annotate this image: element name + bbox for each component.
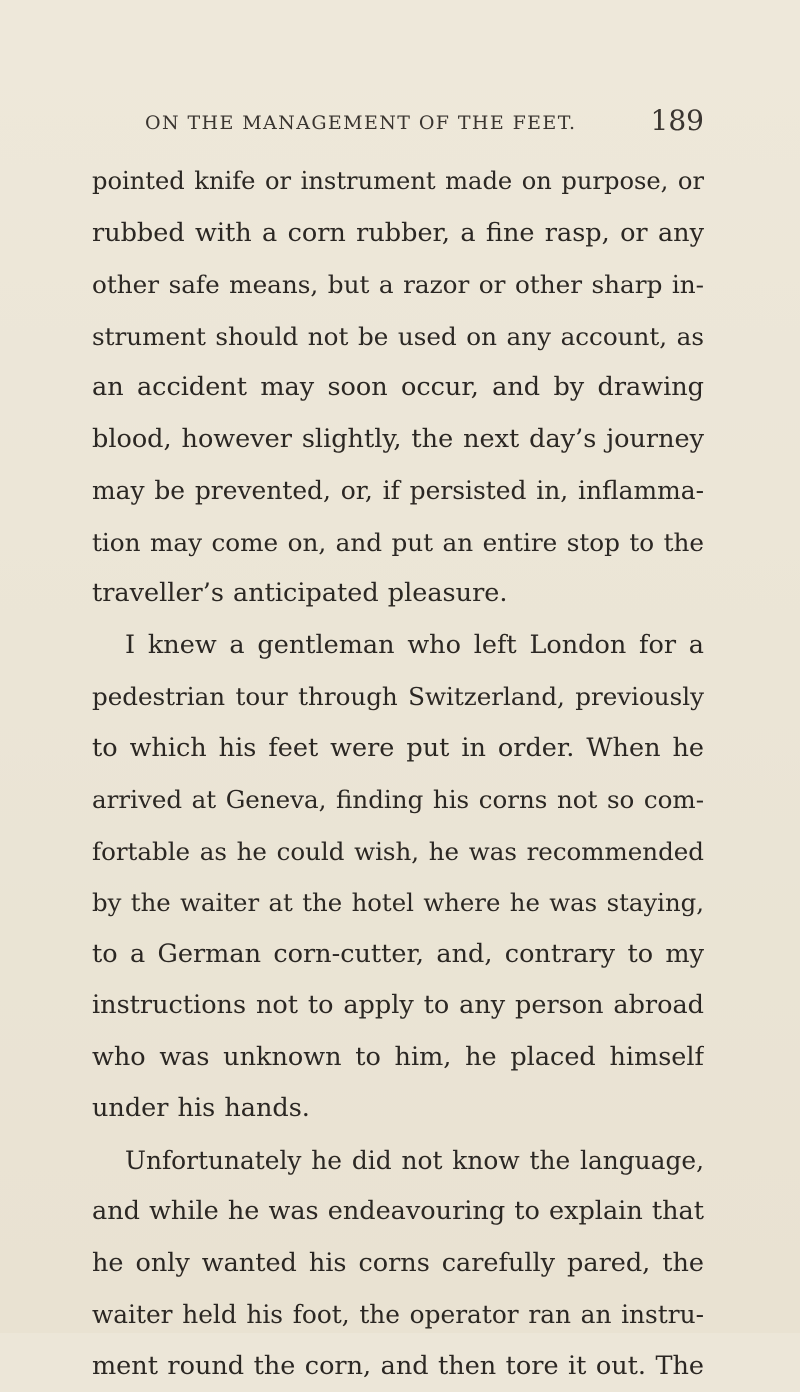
text-line: pointed knife or instrument made on purpose, or	[92, 156, 704, 208]
text-line: blood, however slightly, the next day’s journey	[92, 414, 704, 466]
running-head-title: ON THE MANAGEMENT OF THE FEET.	[145, 112, 576, 134]
text-line: I knew a gentleman who left London for a	[92, 620, 704, 672]
text-line: ment round the corn, and then tore it out. The	[92, 1341, 704, 1392]
text-line: strument should not be used on any account, as	[92, 311, 704, 363]
text-line: under his hands.	[92, 1083, 704, 1135]
text-line: fortable as he could wish, he was recommended	[92, 826, 704, 878]
text-line: he only wanted his corns carefully pared, the	[92, 1238, 704, 1290]
page-number: 189	[651, 104, 704, 137]
text-line: to a German corn-cutter, and, contrary to my	[92, 929, 704, 981]
text-line: may be prevented, or, if persisted in, inflamma-	[92, 465, 704, 517]
text-line: and while he was endeavouring to explain that	[92, 1186, 704, 1238]
text-line: traveller’s anticipated pleasure.	[92, 568, 704, 620]
text-line: tion may come on, and put an entire stop to the	[92, 517, 704, 569]
paragraph-3	[92, 1135, 704, 1392]
text-line: waiter held his foot, the operator ran an instru-	[92, 1289, 704, 1341]
body-text	[92, 156, 704, 1392]
paragraph-1	[92, 156, 704, 620]
text-line: rubbed with a corn rubber, a fine rasp, or any	[92, 208, 704, 260]
text-line: Unfortunately he did not know the language,	[92, 1135, 704, 1187]
text-line: by the waiter at the hotel where he was staying,	[92, 877, 704, 929]
running-head	[0, 108, 800, 148]
paragraph-2	[92, 620, 704, 1135]
text-line: pedestrian tour through Switzerland, previously	[92, 671, 704, 723]
text-line: other safe means, but a razor or other sharp in-	[92, 259, 704, 311]
text-line: an accident may soon occur, and by drawing	[92, 362, 704, 414]
text-line: who was unknown to him, he placed himself	[92, 1032, 704, 1084]
text-line: arrived at Geneva, finding his corns not so com-	[92, 774, 704, 826]
text-line: instructions not to apply to any person abroad	[92, 980, 704, 1032]
text-line: to which his feet were put in order. When he	[92, 723, 704, 775]
